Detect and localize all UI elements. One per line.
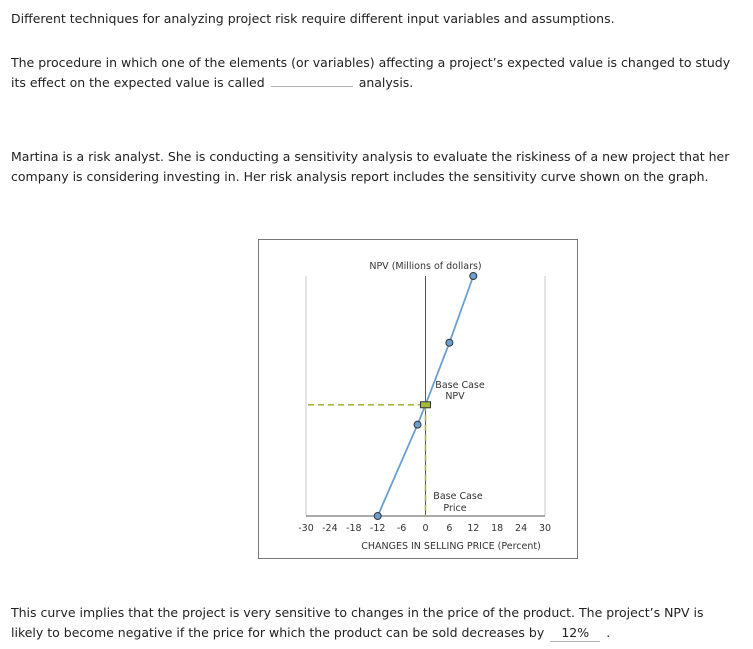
x-tick-label: 24 bbox=[515, 523, 528, 534]
question-1 bbox=[11, 53, 731, 93]
scenario-text: Martina is a risk analyst. She is conducting a sensitivity analysis to evaluate the riskiness of a new project that her company is considering investing in. Her risk analysis report includes the sensitivity curve shown on the graph. bbox=[11, 149, 730, 184]
conclusion-suffix: . bbox=[606, 625, 611, 640]
sensitivity-curve-point bbox=[446, 339, 453, 346]
sensitivity-chart bbox=[258, 239, 578, 559]
price-decrease-answer[interactable]: 12% bbox=[550, 625, 600, 642]
intro-text: Different techniques for analyzing project risk require different input variables and assumptions. bbox=[11, 11, 615, 26]
x-tick-label: 30 bbox=[538, 523, 552, 534]
y-axis-label: NPV (Millions of dollars) bbox=[369, 261, 482, 272]
sensitivity-curve-point bbox=[470, 273, 477, 280]
x-tick-label: 6 bbox=[446, 523, 453, 534]
analysis-type-blank[interactable] bbox=[271, 74, 353, 87]
base-case-price-label-line1: Base Case bbox=[433, 491, 483, 502]
conclusion bbox=[11, 603, 731, 643]
x-tick-label: 0 bbox=[422, 523, 429, 534]
x-tick-label: 12 bbox=[467, 523, 480, 534]
base-case-price-label-line2: Price bbox=[443, 503, 467, 514]
base-case-npv-label-line2: NPV bbox=[445, 391, 465, 402]
x-tick-label: 18 bbox=[491, 523, 504, 534]
question-1-text: The procedure in which one of the elements (or variables) affecting a project’s expected value is changed to study its effect on the expected value is called bbox=[11, 55, 731, 90]
x-tick-label: -18 bbox=[346, 523, 362, 534]
conclusion-text: This curve implies that the project is very sensitive to changes in the price of the product. The project’s NPV is likely to become negative if the price for which the product can be sold decreases by bbox=[11, 605, 704, 640]
sensitivity-chart-svg bbox=[259, 240, 577, 558]
sensitivity-curve-point bbox=[374, 513, 381, 520]
x-tick-label: -6 bbox=[396, 523, 407, 534]
base-case-marker bbox=[421, 402, 431, 408]
sensitivity-curve-point bbox=[414, 421, 421, 428]
x-axis-label: CHANGES IN SELLING PRICE (Percent) bbox=[361, 541, 541, 552]
question-1-suffix: analysis. bbox=[358, 75, 414, 90]
x-tick-label: -12 bbox=[369, 523, 386, 534]
base-case-npv-label-line1: Base Case bbox=[435, 380, 485, 391]
x-tick-label: -24 bbox=[322, 523, 338, 534]
x-tick-label: -30 bbox=[298, 523, 314, 534]
